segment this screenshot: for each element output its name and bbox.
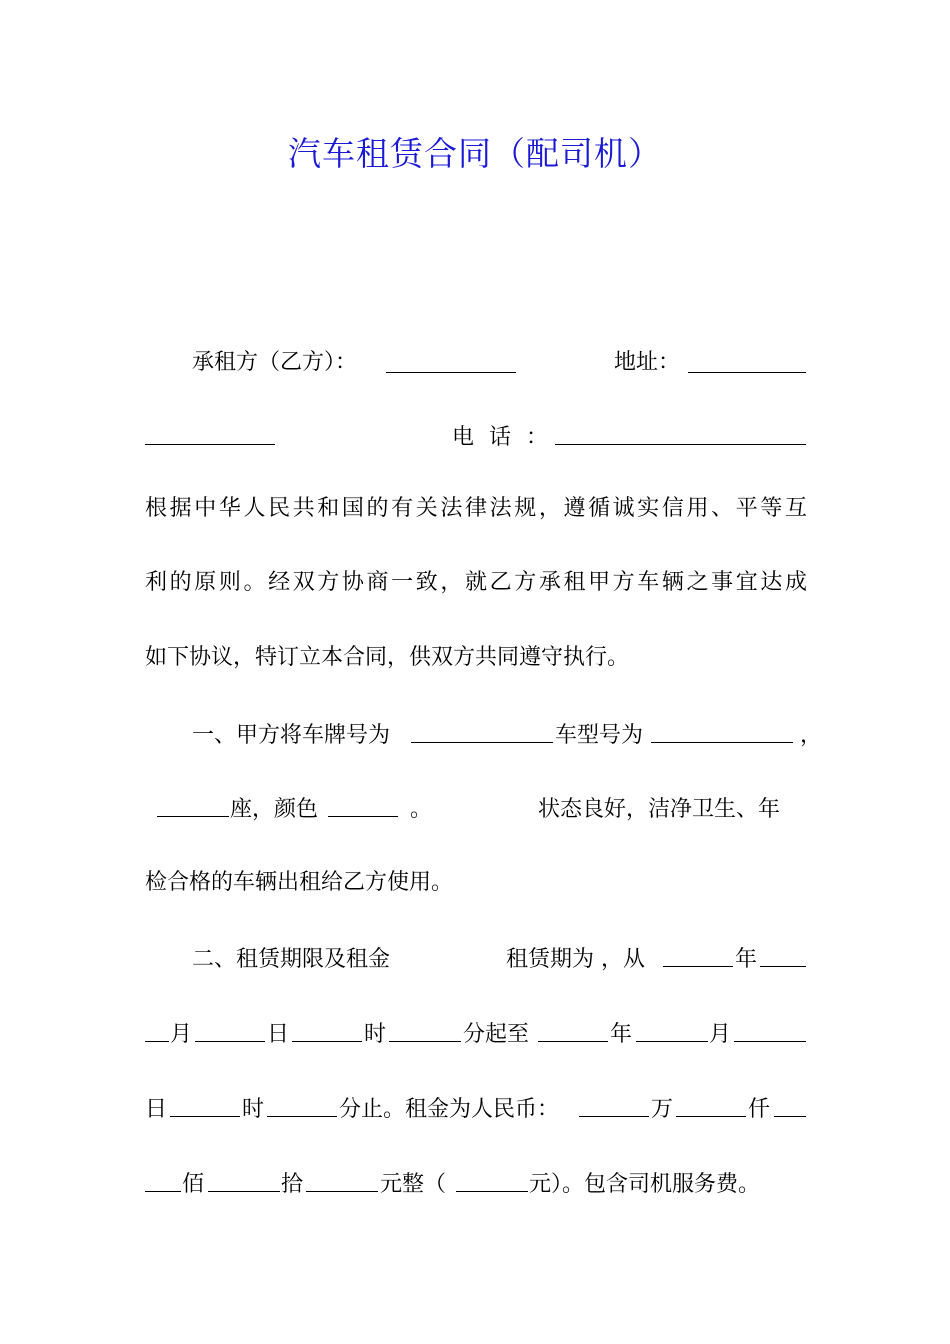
rent-qian-label: 仟 bbox=[748, 1097, 771, 1122]
plate-number-blank[interactable] bbox=[411, 722, 553, 743]
rent-closing-text: 元）。包含司机服务费。 bbox=[529, 1172, 761, 1197]
address-label: 地址： bbox=[614, 350, 681, 375]
clause1-comma: ， bbox=[800, 723, 823, 748]
preamble-line-3: 如下协议，特订立本合同，供双方共同遵守执行。 bbox=[145, 645, 630, 670]
end-minute-blank[interactable] bbox=[267, 1096, 337, 1117]
start-day-label: 日 bbox=[267, 1022, 290, 1047]
rent-amount-numeric-blank[interactable] bbox=[456, 1171, 528, 1192]
start-hour-label: 时 bbox=[364, 1022, 387, 1047]
phone-blank[interactable] bbox=[555, 424, 806, 445]
address-blank[interactable] bbox=[688, 352, 806, 373]
rent-yuan-label: 元整（ bbox=[380, 1172, 447, 1197]
end-year-blank[interactable] bbox=[538, 1021, 608, 1042]
end-hour-label: 时 bbox=[242, 1097, 265, 1122]
end-minute-label: 分止。租金为人民币： bbox=[339, 1097, 560, 1122]
end-day-label: 日 bbox=[145, 1097, 168, 1122]
rent-bai-blank-continued[interactable] bbox=[145, 1171, 181, 1192]
end-hour-blank[interactable] bbox=[170, 1096, 240, 1117]
rent-qian-blank[interactable] bbox=[676, 1096, 746, 1117]
clause1-period: 。 bbox=[410, 797, 433, 822]
seats-label: 座，颜色 bbox=[230, 797, 319, 822]
rent-bai-label: 佰 bbox=[182, 1172, 205, 1197]
clause2-heading: 二、租赁期限及租金 bbox=[192, 947, 391, 972]
clause1-line-3: 检合格的车辆出租给乙方使用。 bbox=[145, 870, 454, 895]
lessee-label: 承租方（乙方）： bbox=[192, 350, 358, 375]
document-title: 汽车租赁合同（配司机） bbox=[288, 134, 662, 173]
address-blank-continued[interactable] bbox=[145, 424, 275, 445]
lease-period-label: 租赁期为 ，从 bbox=[506, 947, 645, 972]
end-year-label: 年 bbox=[610, 1022, 633, 1047]
start-year-label: 年 bbox=[735, 947, 758, 972]
rent-shi-label: 拾 bbox=[281, 1172, 304, 1197]
start-month-label: 月 bbox=[170, 1022, 193, 1047]
clause1-prefix: 一、甲方将车牌号为 bbox=[192, 723, 391, 748]
preamble-line-1: 根据中华人民共和国的有关法律法规，遵循诚实信用、平等互 bbox=[145, 496, 807, 521]
model-label: 车型号为 bbox=[555, 723, 644, 748]
rent-wan-label: 万 bbox=[651, 1097, 674, 1122]
rent-wan-blank[interactable] bbox=[579, 1096, 649, 1117]
start-day-blank[interactable] bbox=[195, 1021, 265, 1042]
seats-blank[interactable] bbox=[157, 796, 229, 817]
start-minute-blank[interactable] bbox=[389, 1021, 461, 1042]
preamble-line-2: 利的原则。经双方协商一致，就乙方承租甲方车辆之事宜达成 bbox=[145, 570, 807, 595]
start-month-blank-continued[interactable] bbox=[145, 1021, 169, 1042]
end-month-label: 月 bbox=[709, 1022, 732, 1047]
rent-yuan-blank[interactable] bbox=[306, 1171, 378, 1192]
phone-label: 电 话 ： bbox=[452, 425, 552, 450]
rent-bai-blank[interactable] bbox=[774, 1096, 806, 1117]
rent-shi-blank[interactable] bbox=[208, 1171, 280, 1192]
start-minute-label: 分起至 bbox=[463, 1022, 530, 1047]
end-day-blank[interactable] bbox=[734, 1021, 806, 1042]
condition-text: 状态良好，洁净卫生、年 bbox=[538, 797, 781, 822]
color-blank[interactable] bbox=[328, 796, 398, 817]
end-month-blank[interactable] bbox=[636, 1021, 708, 1042]
lessee-blank[interactable] bbox=[386, 352, 516, 373]
start-month-blank[interactable] bbox=[760, 946, 806, 967]
start-year-blank[interactable] bbox=[663, 946, 733, 967]
start-hour-blank[interactable] bbox=[292, 1021, 362, 1042]
model-blank[interactable] bbox=[651, 722, 793, 743]
